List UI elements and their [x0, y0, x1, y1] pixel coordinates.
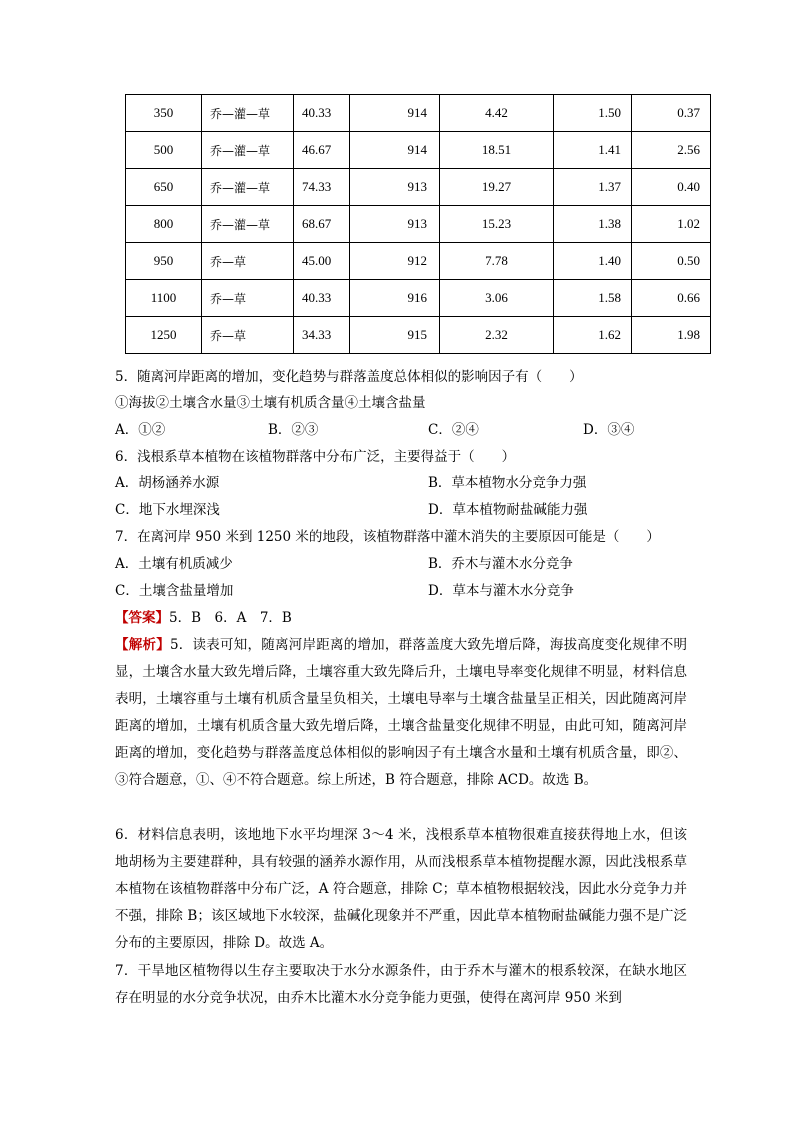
table-cell: 0.66 [632, 280, 711, 317]
analysis-label: 【解析】 [115, 637, 170, 653]
table-cell: 1.37 [554, 169, 632, 206]
table-cell: 乔—灌—草 [202, 132, 294, 169]
table-cell: 1100 [126, 280, 202, 317]
table-cell: 乔—草 [202, 243, 294, 280]
table-cell: 350 [126, 95, 202, 132]
table-cell: 1.40 [554, 243, 632, 280]
answer-label: 【答案】 [115, 610, 169, 626]
table-cell: 74.33 [294, 169, 350, 206]
table-cell: 916 [350, 280, 440, 317]
table-cell: 950 [126, 243, 202, 280]
answer-text: 5．B 6．A 7．B [169, 610, 292, 626]
table-cell: 913 [350, 169, 440, 206]
table-cell: 1.98 [632, 317, 711, 354]
table-cell: 914 [350, 95, 440, 132]
question-6-stem: 6．浅根系草本植物在该植物群落中分布广泛，主要得益于（ ） [115, 449, 516, 465]
table-cell: 乔—灌—草 [202, 169, 294, 206]
table-cell: 乔—草 [202, 317, 294, 354]
table-cell: 800 [126, 206, 202, 243]
table-row [126, 280, 711, 317]
analysis-q5-text: 5．读表可知，随离河岸距离的增加，群落盖度大致先增后降，海拔高度变化规律不明显，土壤含水量大致先增后降，土壤容重大致先降后升，土壤电导率变化规律不明显，材料信息表明，土壤容重与土壤有机质含量呈负相关，土壤电导率与土壤含盐量呈正相关，因此随离河岸距离的增加，土壤有机质含量大致先增后降，土壤含盐量变化规律不明显，由此可知，随离河岸距离的增加，变化趋势与群落盖度总体相似的影响因子有土壤含水量和土壤有机质含量，即②、③符合题意，①、④不符合题意。综上所述，B 符合题意，排除 ACD。故选 B。 [115, 637, 687, 788]
table-cell: 0.40 [632, 169, 711, 206]
q7-option-b: B．乔木与灌木水分竞争 [428, 556, 573, 572]
table-cell: 1.58 [554, 280, 632, 317]
table-cell: 1.62 [554, 317, 632, 354]
table-cell: 650 [126, 169, 202, 206]
table-row [126, 95, 711, 132]
data-table-body [126, 95, 711, 354]
table-cell: 40.33 [294, 95, 350, 132]
q6-option-d: D．草本植物耐盐碱能力强 [428, 502, 588, 518]
table-cell: 914 [350, 132, 440, 169]
table-cell: 68.67 [294, 206, 350, 243]
q5-option-d: D．③④ [583, 422, 635, 438]
table-cell: 3.06 [440, 280, 554, 317]
q5-option-a: A．①② [115, 422, 166, 438]
table-cell: 18.51 [440, 132, 554, 169]
q6-option-b: B．草本植物水分竞争力强 [428, 475, 587, 491]
table-cell: 913 [350, 206, 440, 243]
data-table [125, 94, 711, 354]
table-cell: 7.78 [440, 243, 554, 280]
table-cell: 915 [350, 317, 440, 354]
analysis-q7: 7．干旱地区植物得以生存主要取决于水分水源条件，由于乔木与灌木的根系较深，在缺水地区存在明显的水分竞争状况，由乔木比灌木水分竞争能力更强，使得在离河岸 950 米到 [115, 963, 687, 1006]
analysis-q6: 6．材料信息表明，该地地下水平均埋深 3～4 米，浅根系草本植物很难直接获得地上水，但该地胡杨为主要建群种，具有较强的涵养水源作用，从而浅根系草本植物提醒水源，因此浅根系草本植物在该植物群落中分布广泛，A 符合题意，排除 C；草本植物根据较浅，因此水分竞争力并不强，排除 B；该区域地下水较深，盐碱化现象并不严重，因此草本植物耐盐碱能力强不是广泛分布的主要原因，排除 D。故选 A。 [115, 827, 687, 951]
q7-option-c: C．土壤含盐量增加 [115, 583, 234, 599]
table-row [126, 243, 711, 280]
table-row [126, 132, 711, 169]
table-cell: 45.00 [294, 243, 350, 280]
q5-option-b: B．②③ [268, 422, 319, 438]
q5-option-c: C．②④ [428, 422, 479, 438]
question-5-items: ①海拔②土壤含水量③土壤有机质含量④土壤含盐量 [115, 395, 426, 411]
table-cell: 34.33 [294, 317, 350, 354]
q6-option-a: A．胡杨涵养水源 [115, 475, 220, 491]
table-cell: 1.41 [554, 132, 632, 169]
table-cell: 0.50 [632, 243, 711, 280]
table-cell: 乔—灌—草 [202, 206, 294, 243]
table-cell: 40.33 [294, 280, 350, 317]
table-cell: 乔—草 [202, 280, 294, 317]
q6-option-c: C．地下水埋深浅 [115, 502, 220, 518]
q7-option-a: A．土壤有机质减少 [115, 556, 233, 572]
table-cell: 912 [350, 243, 440, 280]
table-cell: 4.42 [440, 95, 554, 132]
table-cell: 19.27 [440, 169, 554, 206]
table-row [126, 206, 711, 243]
table-cell: 2.56 [632, 132, 711, 169]
table-cell: 15.23 [440, 206, 554, 243]
table-cell: 1250 [126, 317, 202, 354]
table-cell: 乔—灌—草 [202, 95, 294, 132]
table-cell: 0.37 [632, 95, 711, 132]
table-cell: 500 [126, 132, 202, 169]
table-cell: 1.38 [554, 206, 632, 243]
question-7-stem: 7．在离河岸 950 米到 1250 米的地段，该植物群落中灌木消失的主要原因可能是（ ） [115, 529, 660, 545]
q7-option-d: D．草本与灌木水分竞争 [428, 583, 574, 599]
question-5-stem: 5．随离河岸距离的增加，变化趋势与群落盖度总体相似的影响因子有（ ） [115, 369, 583, 385]
table-cell: 2.32 [440, 317, 554, 354]
answer-line [115, 608, 292, 628]
table-row [126, 169, 711, 206]
table-row [126, 317, 711, 354]
table-cell: 1.50 [554, 95, 632, 132]
table-cell: 1.02 [632, 206, 711, 243]
table-cell: 46.67 [294, 132, 350, 169]
analysis-q5 [115, 632, 687, 794]
